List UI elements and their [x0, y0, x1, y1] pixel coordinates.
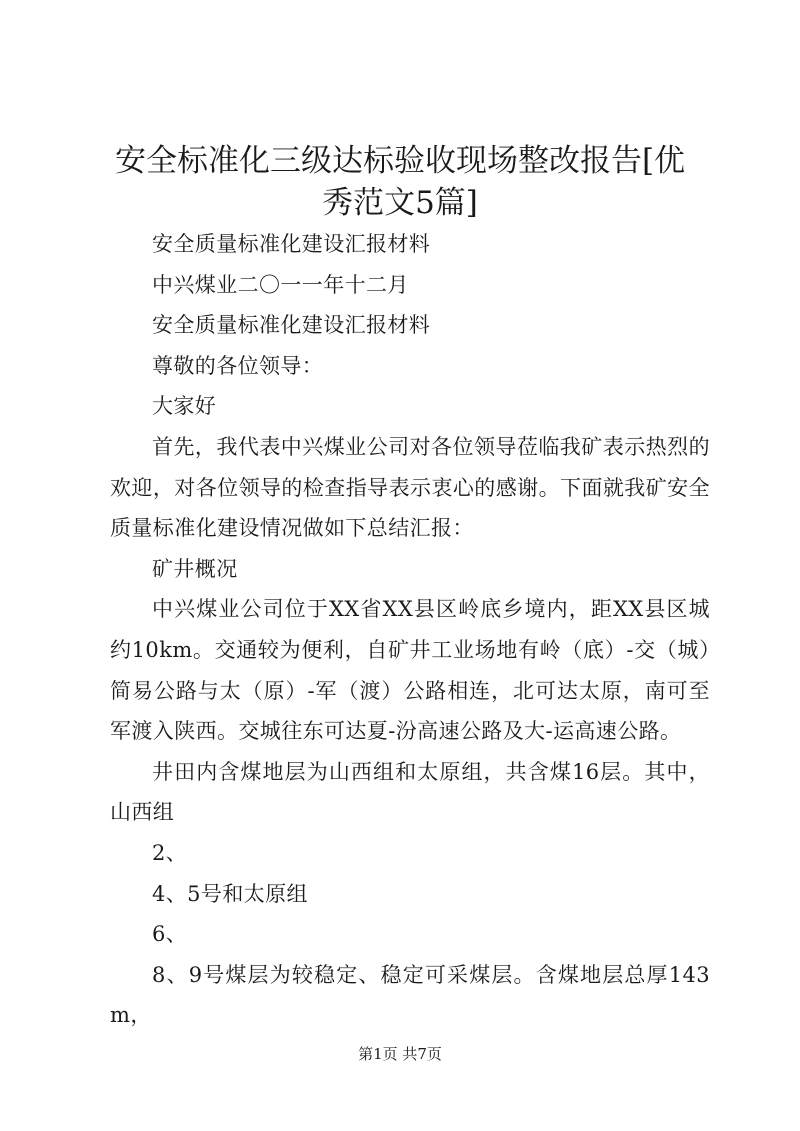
paragraph: 8、9号煤层为较稳定、稳定可采煤层。含煤地层总厚143m，	[110, 962, 710, 1028]
document-title: 安全标准化三级达标验收现场整改报告[优秀范文5篇]	[114, 143, 686, 221]
paragraph: 4、5号和太原组	[152, 881, 308, 906]
paragraph: 2、	[152, 840, 188, 865]
paragraph: 中兴煤业二〇一一年十二月	[152, 272, 409, 297]
paragraph: 安全质量标准化建设汇报材料	[152, 232, 431, 256]
document-body	[110, 224, 710, 1036]
paragraph: 安全质量标准化建设汇报材料	[152, 313, 431, 338]
paragraph: 矿井概况	[152, 556, 238, 581]
paragraph: 中兴煤业公司位于XX省XX县区岭底乡境内，距XX县区城约10km。交通较为便利，自矿井工业场地有岭（底）-交（城）简易公路与太（原）-军（渡）公路相连，北可达太原，南可至军渡入陕西。交城往东可达夏-汾高速公路及大-运高速公路。	[110, 597, 710, 744]
paragraph: 大家好	[152, 394, 217, 419]
paragraph: 首先，我代表中兴煤业公司对各位领导莅临我矿表示热烈的欢迎，对各位领导的检查指导表示衷心的感谢。下面就我矿安全质量标准化建设情况做如下总结汇报：	[110, 434, 710, 541]
paragraph: 井田内含煤地层为山西组和太原组，共含煤16层。其中，山西组	[110, 759, 710, 825]
paragraph: 尊敬的各位领导：	[152, 353, 324, 378]
paragraph: 6、	[152, 922, 188, 947]
page-footer: 第1页 共7页	[358, 1045, 442, 1063]
